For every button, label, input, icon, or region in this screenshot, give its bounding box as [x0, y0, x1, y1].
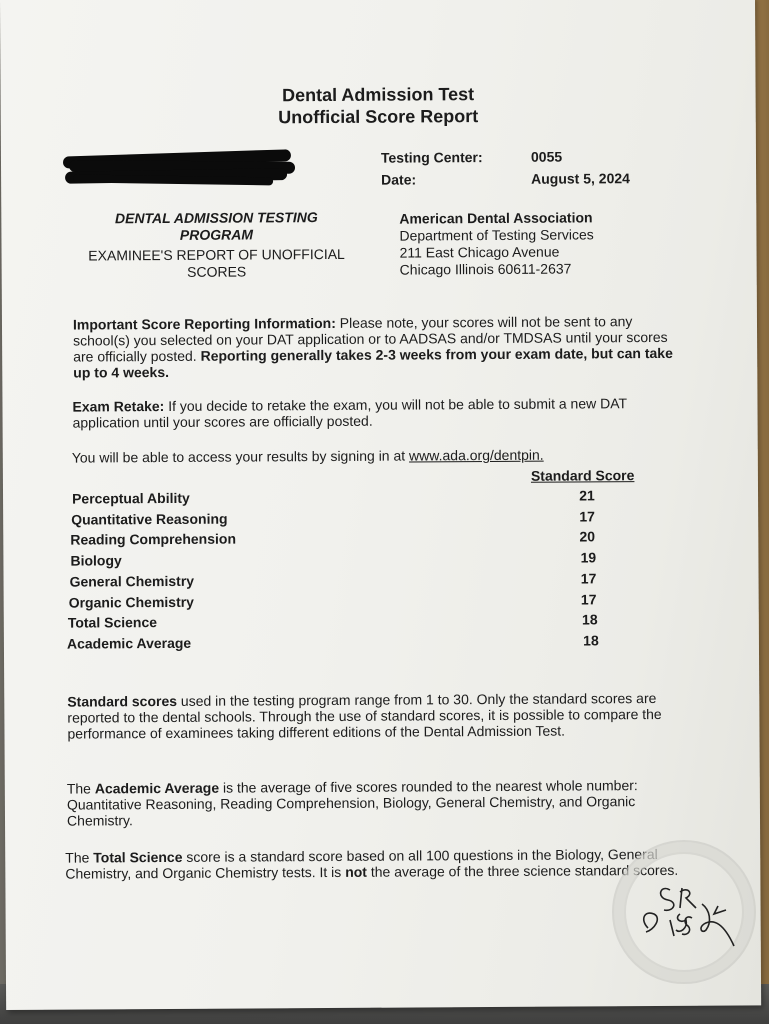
report-title-line2: Unofficial Score Report — [278, 106, 479, 128]
total-science-paragraph: The Total Science score is a standard score based on all 100 questions in the Biology, General Chemistry, and Organic Chemistry tests. It is not the average of the three science standard scores. — [65, 845, 679, 882]
testing-center-label: Testing Center: — [380, 149, 483, 166]
exam-retake-paragraph: Exam Retake: If you decide to retake the exam, you will not be able to submit a new DAT application until your scores are officially posted. — [72, 395, 627, 431]
score-name-perceptual-ability: Perceptual Ability — [71, 489, 190, 507]
score-name-reading-comprehension: Reading Comprehension — [70, 530, 237, 548]
program-line4: SCORES — [187, 263, 247, 280]
score-value-general-chemistry: 17 — [580, 570, 597, 587]
score-value-quantitative-reasoning: 17 — [579, 508, 595, 525]
dentpin-link[interactable]: www.ada.org/dentpin. — [408, 446, 544, 464]
address-street: 211 East Chicago Avenue — [399, 243, 560, 261]
standard-scores-paragraph: Standard scores used in the testing program range from 1 to 30. Only the standard scores are reported to the dental schools. Through the use of standard scores, it is possible to compare the performance of examinees taking different editions of the Dental Admission Test. — [67, 690, 662, 742]
date-value: August 5, 2024 — [531, 170, 630, 187]
address-dept: Department of Testing Services — [399, 226, 594, 244]
score-value-reading-comprehension: 20 — [579, 528, 596, 545]
score-name-total-science: Total Science — [67, 614, 158, 631]
address-city: Chicago Illinois 60611-2637 — [399, 260, 572, 278]
score-name-quantitative-reasoning: Quantitative Reasoning — [71, 510, 228, 528]
score-value-organic-chemistry: 17 — [580, 591, 597, 608]
address-org: American Dental Association — [399, 209, 593, 227]
score-value-perceptual-ability: 21 — [579, 487, 595, 504]
program-line3: EXAMINEE'S REPORT OF UNOFFICIAL — [88, 245, 345, 264]
score-name-academic-average: Academic Average — [66, 634, 192, 652]
score-value-academic-average: 18 — [583, 632, 599, 649]
date-label: Date: — [381, 171, 417, 188]
testing-center-value: 0055 — [530, 148, 563, 165]
access-results-paragraph: You will be able to access your results by signing in at www.ada.org/dentpin. — [71, 446, 544, 466]
score-name-biology: Biology — [70, 552, 122, 569]
handwritten-initials — [630, 870, 750, 960]
score-name-general-chemistry: General Chemistry — [69, 572, 195, 590]
redacted-name — [63, 148, 298, 187]
important-info-paragraph: Important Score Reporting Information: Please note, your scores will not be sent to any school(s) you selected on your DAT application or to AADSAS and/or TMDSAS until your scores are officially posted. Reporting generally takes 2-3 weeks from your exam date, but can take up to 4 weeks. — [72, 313, 673, 381]
standard-score-header: Standard Score — [530, 467, 635, 484]
program-line2: PROGRAM — [179, 226, 254, 243]
score-value-biology: 19 — [580, 549, 597, 566]
score-value-total-science: 18 — [581, 611, 598, 628]
score-name-organic-chemistry: Organic Chemistry — [68, 593, 194, 611]
program-line1: DENTAL ADMISSION TESTING — [114, 209, 318, 227]
academic-average-paragraph: The Academic Average is the average of five scores rounded to the nearest whole number: Quantitative Reasoning, Reading Comprehension, Biology, General Chemistry, and Organic Chemistry. — [66, 777, 638, 829]
report-title-line1: Dental Admission Test — [281, 84, 475, 106]
